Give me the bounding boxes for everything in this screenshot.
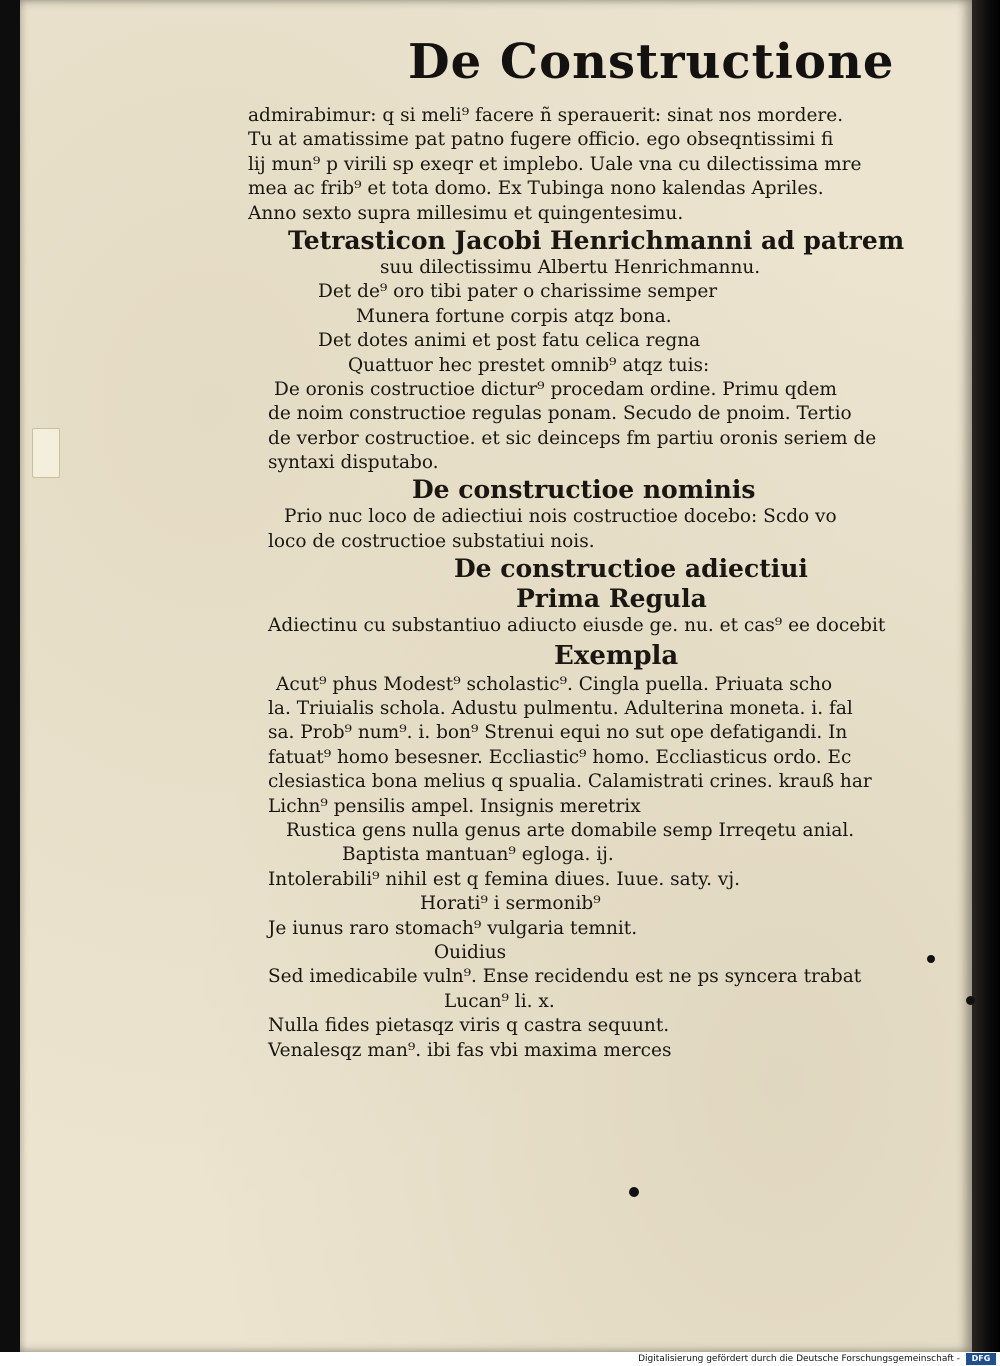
text-line: de noim constructioe regulas ponam. Secudo de pnoim. Tertio [268,403,852,425]
section-heading: De constructioe nominis [412,475,756,505]
scan-edge [972,0,1000,1352]
text-line: Je iunus raro stomach⁹ vulgaria temnit. [268,917,638,939]
digitization-footer [0,1352,1000,1366]
footer-credit: Digitalisierung gefördert durch die Deutsche Forschungsgemeinschaft - [638,1354,960,1364]
text-line: Det dotes animi et post fatu celica regna [318,330,701,352]
text-line: Det de⁹ oro tibi pater o charissime semper [318,281,718,303]
text-line: suu dilectissimu Albertu Henrichmannu. [380,256,761,278]
ink-dot [629,1187,639,1197]
text-line: Adiectinu cu substantiuo adiucto eiusde ge. nu. et cas⁹ ee docebit [268,615,886,637]
text-line: sa. Prob⁹ num⁹. i. bon⁹ Strenui equi no sut ope defatigandi. In [268,722,848,744]
text-line: Baptista mantuan⁹ egloga. ij. [342,844,614,866]
text-line: lij mun⁹ p virili sp exeqr et implebo. Uale vna cu dilectissima mre [248,153,862,175]
text-line: Rustica gens nulla genus arte domabile semp Irreqetu anial. [286,819,855,841]
text-line: de verbor costructioe. et sic deinceps fm partiu oronis seriem de [268,427,877,449]
text-line: Quattuor hec prestet omnib⁹ atqz tuis: [348,354,710,376]
text-line: fatuat⁹ homo besesner. Eccliastic⁹ homo. Eccliasticus ordo. Ec [268,746,852,768]
ink-dot [966,996,975,1005]
text-line: Anno sexto supra millesimu et quingentesimu. [248,202,684,224]
section-heading: Exempla [554,640,679,671]
text-line: De oronis costructioe dictur⁹ procedam ordine. Primu qdem [274,378,837,400]
text-line: Venalesqz man⁹. ibi fas vbi maxima merces [268,1039,672,1061]
text-line: Horati⁹ i sermonib⁹ [420,893,601,915]
text-line: Tu at amatissime pat patno fugere officio. ego obseqntissimi fi [248,129,834,151]
text-line: la. Triuialis schola. Adustu pulmentu. Adulterina moneta. i. fal [268,698,853,720]
page-text [248,104,968,1063]
paper-tab-marker [32,428,60,478]
text-line: Lichn⁹ pensilis ampel. Insignis meretrix [268,795,641,817]
text-line: mea ac frib⁹ et tota domo. Ex Tubinga nono kalendas Apriles. [248,178,824,200]
section-heading: De constructioe adiectiui [454,554,808,584]
text-line: clesiastica bona melius q spualia. Calamistrati crines. krauß har [268,771,872,793]
section-heading: Tetrasticon Jacobi Henrichmanni ad patrem [288,225,905,255]
text-line: Acut⁹ phus Modest⁹ scholastic⁹. Cingla puella. Priuata scho [276,673,833,695]
text-line: loco de costructioe substatiui nois. [268,530,595,552]
text-line: Ouidius [434,941,507,963]
text-line: Sed imedicabile vuln⁹. Ense recidendu est ne ps syncera trabat [268,966,862,988]
ink-dot [927,955,935,963]
book-page [20,0,972,1352]
text-line: Munera fortune corpis atqz bona. [356,305,672,327]
text-line: Nulla fides pietasqz viris q castra sequunt. [268,1015,670,1037]
text-line: Lucan⁹ li. x. [444,990,555,1012]
running-head: De Constructione [408,34,895,90]
dfg-logo: DFG [966,1353,996,1365]
text-line: Intolerabili⁹ nihil est q femina diues. Iuue. saty. vj. [268,868,740,890]
text-line: syntaxi disputabo. [268,452,439,474]
section-heading: Prima Regula [516,584,707,614]
text-line: Prio nuc loco de adiectiui nois costructioe docebo: Scdo vo [284,506,837,528]
text-line: admirabimur: q si meli⁹ facere ñ sperauerit: sinat nos mordere. [248,105,844,126]
